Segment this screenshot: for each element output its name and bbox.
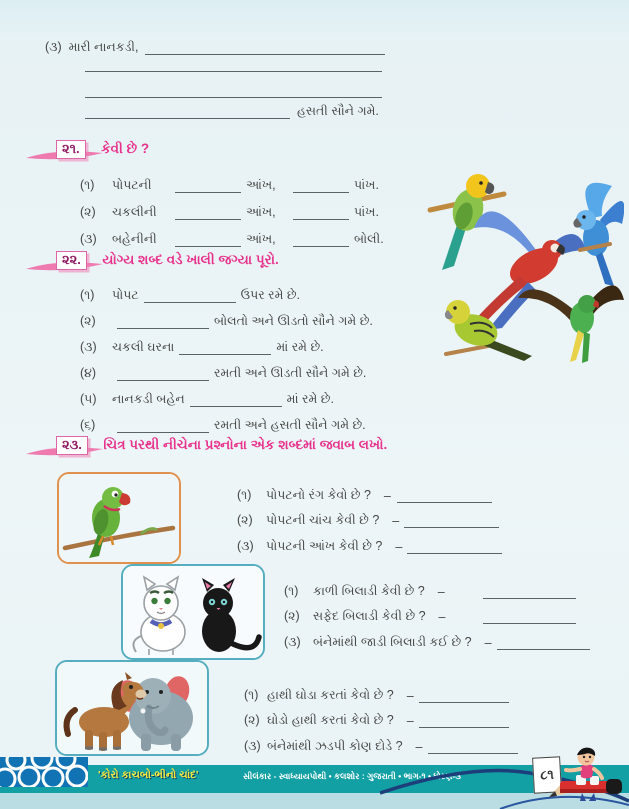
mid-label: આંખ,	[246, 232, 276, 246]
item-tail-text: હસતી સૌને ગમે.	[297, 104, 379, 118]
sub-item-number: (૧)	[80, 288, 95, 302]
sub-item-number: (૨)	[80, 314, 96, 328]
answer-line[interactable]	[175, 206, 241, 220]
question-title: ચિત્ર પરથી નીચેના પ્રશ્નોના એક શબ્દમાં જવાબ લખો.	[103, 437, 388, 452]
mid-label: આંખ,	[246, 178, 276, 192]
question-title: કેવી છે ?	[101, 141, 150, 156]
sub-item-number: (૧)	[237, 487, 252, 502]
chapter-name: 'કોરો કાચબો-ભીનો ચાંદ'	[98, 769, 199, 781]
end-label: પાંખ.	[354, 205, 379, 219]
question-row	[244, 677, 464, 703]
question-title: યોગ્ય શબ્દ વડે ખાલી જગ્યા પૂરો.	[102, 252, 279, 267]
item-number: (૩)	[45, 40, 62, 54]
horse-elephant-picture-box	[55, 660, 209, 756]
question-23-header	[56, 436, 387, 460]
flying-parakeet	[518, 285, 624, 363]
answer-line[interactable]	[407, 540, 502, 554]
answer-dash: –	[437, 584, 445, 599]
pre-label: પોપટ	[112, 288, 139, 302]
answer-line[interactable]	[175, 179, 241, 193]
answer-line[interactable]	[419, 689, 509, 703]
answer-line[interactable]	[419, 714, 509, 728]
answer-line[interactable]	[293, 206, 349, 220]
question-row	[284, 624, 576, 650]
answer-line[interactable]	[175, 233, 241, 247]
sub-item-number: (૨)	[80, 205, 96, 219]
question-text: હાથી ઘોડા કરતાં કેવો છે ?	[267, 687, 394, 702]
pre-label: નાનકડી બહેન	[112, 392, 185, 406]
answer-line[interactable]	[483, 585, 576, 599]
question-text: બંનેમાંથી ઝડપી કોણ દોડે ?	[267, 738, 403, 753]
answer-dash: –	[395, 539, 403, 554]
answer-dash: –	[415, 739, 423, 754]
post-label: ઉપર રમે છે.	[240, 288, 301, 302]
answer-line[interactable]	[145, 41, 385, 55]
item-text: મારી નાનકડી,	[68, 40, 139, 54]
fill-row	[80, 193, 384, 220]
fill-row	[80, 220, 384, 247]
answer-line[interactable]	[428, 740, 518, 754]
sub-item-number: (૫)	[80, 392, 97, 406]
parrot-picture-box	[57, 472, 181, 564]
answer-dash: –	[406, 688, 414, 703]
answer-dash: –	[392, 514, 400, 528]
answer-line[interactable]	[293, 179, 349, 193]
answer-line[interactable]	[397, 489, 492, 503]
sub-item-number: (૨)	[244, 713, 260, 727]
answer-line[interactable]	[179, 341, 271, 355]
question-text: પોપટની ચાંચ કેવી છે ?	[266, 513, 380, 527]
question-number-badge: ૨૧.	[56, 140, 86, 159]
end-label: પાંખ.	[354, 178, 379, 192]
post-label: રમતી અને ઊડતી સૌને ગમે છે.	[214, 366, 367, 380]
answer-line[interactable]	[85, 58, 382, 72]
question-row	[237, 477, 492, 503]
question-text: બંનેમાંથી જાડી બિલાડી કઈ છે ?	[313, 634, 472, 649]
question-text: કાળી બિલાડી કેવી છે ?	[313, 583, 425, 598]
page-number: ૮૧	[532, 756, 562, 793]
sub-item-number: (૩)	[284, 634, 301, 649]
book-info: સીલંકાર - સ્વાધ્યાયપોથી • કલશોર : ગુજરાતી • ભાગ-૧ • ધોરણ-૩	[243, 771, 461, 781]
pre-label: પોપટની	[112, 178, 152, 192]
sub-item-number: (૩)	[80, 232, 97, 246]
pre-label: ચકલી ઘરના	[112, 340, 175, 354]
answer-line[interactable]	[404, 514, 499, 528]
parrot-questions	[237, 477, 492, 554]
answer-line[interactable]	[497, 636, 590, 650]
sub-item-number: (૨)	[237, 513, 253, 527]
question-row	[284, 599, 576, 625]
question-number-badge: ૨૨.	[56, 251, 87, 270]
sub-item-number: (૧)	[244, 687, 259, 702]
cats-questions	[284, 573, 576, 650]
boy-on-pencil-illustration	[546, 745, 629, 805]
sub-item-number: (૬)	[80, 418, 96, 432]
sub-item-number: (૧)	[80, 178, 95, 192]
sub-item-number: (૩)	[237, 538, 254, 553]
page-footer	[0, 753, 629, 809]
answer-dash: –	[383, 488, 391, 503]
answer-dash: –	[438, 610, 446, 624]
answer-dash: –	[406, 714, 414, 728]
question-text: પોપટની આંખ કેવી છે ?	[266, 538, 383, 553]
end-label: બોલી.	[354, 232, 384, 246]
answer-dash: –	[484, 635, 492, 650]
fill-row	[80, 355, 373, 381]
question-21-header	[56, 140, 149, 164]
post-label: રમતી અને હસતી સૌને ગમે છે.	[214, 418, 366, 432]
question-text: સફેદ બિલાડી કેવી છે ?	[313, 609, 426, 623]
answer-line[interactable]	[483, 610, 576, 624]
fill-row	[80, 329, 373, 355]
answer-line[interactable]	[85, 84, 382, 98]
blue-macaw	[573, 183, 624, 286]
sub-item-number: (૩)	[244, 738, 261, 753]
answer-line[interactable]	[117, 419, 209, 433]
post-label: માં રમે છે.	[276, 340, 324, 354]
answer-line[interactable]	[117, 315, 209, 329]
fill-row	[80, 303, 373, 329]
horse-elephant-questions	[244, 677, 464, 754]
question-row	[244, 703, 464, 729]
question-21-items	[80, 166, 384, 247]
parrots-cluster-image	[424, 158, 624, 363]
mid-label: આંખ,	[246, 205, 276, 219]
fill-row	[80, 381, 373, 407]
pre-label: બહેનીની	[112, 232, 157, 246]
pre-label: ચકલીની	[112, 205, 157, 219]
sub-item-number: (૩)	[80, 340, 97, 354]
question-number-badge: ૨૩.	[56, 436, 88, 455]
question-22-header	[56, 251, 279, 275]
rings-logo	[0, 757, 88, 787]
question-text: પોપટનો રંગ કેવો છે ?	[266, 487, 371, 502]
fill-row	[80, 277, 373, 303]
question-text: ઘોડો હાથી કરતાં કેવો છે ?	[267, 713, 394, 727]
answer-line[interactable]	[117, 367, 209, 381]
fill-row	[80, 407, 373, 433]
sub-item-number: (૪)	[80, 366, 97, 380]
question-row	[244, 728, 464, 754]
post-label: માં રમે છે.	[286, 392, 334, 406]
answer-line[interactable]	[144, 289, 236, 303]
writing-exercise-row	[45, 40, 385, 55]
sub-item-number: (૧)	[284, 583, 299, 598]
question-22-items	[80, 277, 373, 433]
answer-line[interactable]	[293, 233, 349, 247]
answer-line[interactable]	[190, 393, 282, 407]
question-row	[237, 503, 492, 529]
cats-picture-box	[121, 564, 265, 660]
question-row	[237, 528, 492, 554]
answer-line[interactable]	[85, 105, 290, 119]
question-row	[284, 573, 576, 599]
sub-item-number: (૨)	[284, 609, 300, 623]
fill-row	[80, 166, 384, 193]
writing-exercise-row	[85, 104, 395, 119]
post-label: બોલતો અને ઊડતો સૌને ગમે છે.	[214, 314, 373, 328]
